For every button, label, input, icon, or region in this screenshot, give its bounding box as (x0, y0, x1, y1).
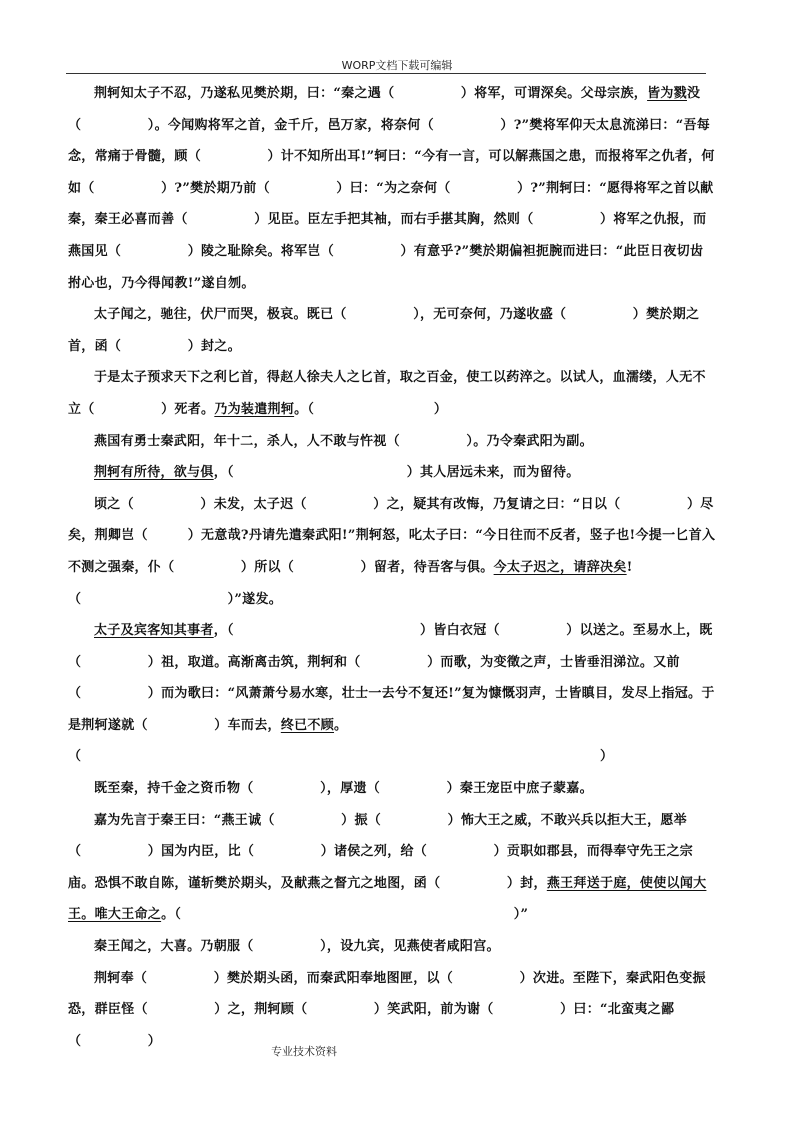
underlined-phrase: 太子及宾客知其事者 (94, 623, 214, 639)
paragraph (68, 773, 716, 805)
page-footer: 专业技术资料 (271, 1045, 337, 1058)
document-body (68, 78, 716, 1057)
text-segment: 没（ ）。今闻购将军之首，金千斤，邑万家，将奈何（ ）?”樊将军仰天太息流涕曰：“吾每念，常痛于骨髓，顾（ ）计不知所出耳!”轲曰：“今有一言，可以解燕国之患，而报将军之仇者，何如（ ）?”樊於期乃前（ ）曰：“为之奈何（ ）?”荆轲曰：“愿得将军之首以献秦，秦王必喜而善（ ）见臣。臣左手把其袖，而右手揕其胸，然则（ ）将军之仇报，而燕国见（ ）陵之耻除矣。将军岂（ ）有意乎?”樊於期偏袒扼腕而进曰：“此臣日夜切齿拊心也，乃今得闻教!”遂自刎。 (68, 86, 715, 291)
paragraph (68, 489, 716, 615)
paragraph (68, 805, 716, 931)
underlined-phrase: 终已不顾 (280, 717, 335, 733)
paragraph (68, 963, 716, 1058)
text-segment: 嘉为先言于秦王曰：“燕王诚（ ）振（ ）怖大王之威，不敢兴兵以拒大王，愿举（ ）国为内臣，比（ ）诸侯之列，给（ ）贡职如郡县，而得奉守先王之宗庙。恐惧不敢自陈，谨斩樊於期头，及献燕之督亢之地图，函（ ）封， (68, 812, 694, 891)
text-segment: 。（ ） (68, 717, 614, 765)
text-segment: 荆轲奉（ ）樊於期头函，而秦武阳奉地图匣，以（ ）次进。至陛下，秦武阳色变振恐，群臣怪（ ）之，荆轲顾（ ）笑武阳，前为谢（ ）曰：“北蛮夷之鄙（ ） (68, 970, 706, 1049)
page-header: WORP文档下载可编辑 (341, 59, 453, 72)
text-segment: 于是太子预求天下之利匕首，得赵人徐夫人之匕首，取之百金，使工以药淬之。以试人，血濡缕，人无不立（ ）死者。 (68, 370, 706, 417)
text-segment: 。（ ）” (161, 907, 529, 923)
paragraph (68, 78, 716, 299)
paragraph (68, 615, 716, 773)
underlined-phrase: 今太子迟之，请辞决矣 (493, 559, 627, 575)
text-segment: !（ ）”遂发。 (68, 559, 633, 607)
text-segment: 顷之（ ）未发，太子迟（ ）之，疑其有改悔，乃复请之曰：“日以（ ）尽矣，荆卿岂（ ）无意哉?丹请先遣秦武阳!”荆轲怒，叱太子曰：“今日往而不反者，竖子也!今提一匕首入不测之强秦，仆（ ）所以（ ）留者，待吾客与俱。 (68, 496, 716, 575)
text-segment: 秦王闻之，大喜。乃朝服（ ），设九宾，见燕使者咸阳宫。 (94, 939, 500, 955)
text-segment: 。（ ） (294, 401, 448, 417)
text-segment: 太子闻之，驰往，伏尸而哭，极哀。既已（ ），无可奈何，乃遂收盛（ ）樊於期之首，函（ ）封之。 (68, 307, 700, 354)
underlined-phrase: 荆轲有所待，欲与俱 (94, 465, 214, 481)
text-segment: 既至秦，持千金之资币物（ ），厚遗（ ）秦王宠臣中庶子蒙嘉。 (94, 781, 593, 797)
underlined-phrase: 皆为戮 (647, 86, 687, 101)
underlined-phrase: 燕王拜送于庭，使使以闻大王。唯大王命之 (68, 875, 707, 923)
header-divider (66, 73, 706, 74)
paragraph (68, 931, 716, 963)
paragraph (68, 362, 716, 425)
text-segment: 荆轲知太子不忍，乃遂私见樊於期，曰：“秦之遇（ ）将军，可谓深矣。父母宗族， (94, 86, 648, 101)
underlined-phrase: 乃为装遣荆轲 (214, 401, 295, 417)
text-segment: ，（ ）皆白衣冠（ ）以送之。至易水上，既（ ）祖，取道。高渐离击筑，荆轲和（ ）而歌，为变徵之声，士皆垂泪涕泣。又前（ ）而为歌曰：“风萧萧兮易水寒，壮士一去兮不复还!”复为慷慨羽声，士皆瞋目，发尽上指冠。于是荆轲遂就（ ）车而去， (68, 623, 715, 733)
text-segment: 燕国有勇士秦武阳，年十二，杀人，人不敢与忤视（ ）。乃令秦武阳为副。 (94, 433, 593, 449)
paragraph (68, 457, 716, 489)
text-segment: ，（ ）其人居远未来，而为留待。 (213, 465, 580, 481)
paragraph (68, 426, 716, 458)
paragraph (68, 299, 716, 362)
